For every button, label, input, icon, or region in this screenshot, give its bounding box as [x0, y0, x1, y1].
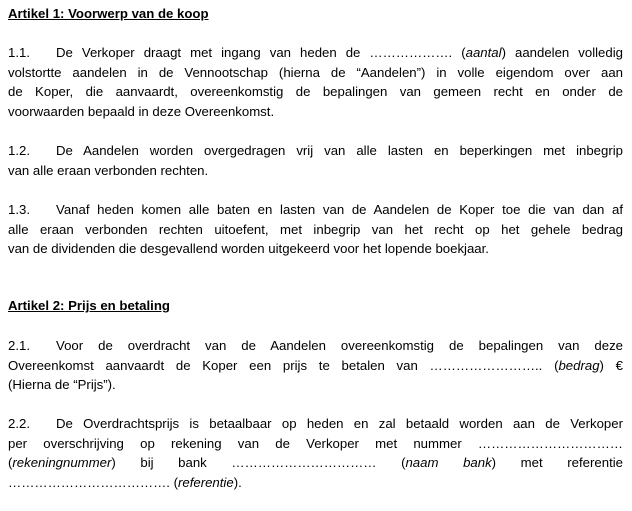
- paragraph-2-1: 2.1. Voor de overdracht van de Aandelen overeenkomstig de bepalingen van deze Overeenkomst aanvaardt de Koper een prijs te betalen van …………………….. (bedrag) € (Hierna de “Prijs”).: [8, 338, 623, 392]
- paragraph-number: 2.2.: [8, 416, 30, 431]
- article-2-heading: Artikel 2: Prijs en betaling: [8, 298, 170, 313]
- paragraph-1-1: 1.1. De Verkoper draagt met ingang van heden de ………………. (aantal) aandelen volledig volstortte aandelen in de Vennootschap (hierna de “Aandelen”) in volle eigendom over aan de Koper, die aanvaardt, overeenkomstig de bepalingen van gemeen recht en onder de voorwaarden bepaald in deze Overeenkomst.: [8, 45, 623, 119]
- paragraph-1-3: 1.3. Vanaf heden komen alle baten en lasten van de Aandelen de Koper toe die van dan af alle eraan verbonden rechten uitoefent, met inbegrip van het recht op het gehele bedrag van de dividenden die desgevallend worden uitgekeerd voor het lopende boekjaar.: [8, 202, 623, 256]
- paragraph-number: 1.3.: [8, 202, 30, 217]
- paragraph-2-2: 2.2. De Overdrachtsprijs is betaalbaar op heden en zal betaald worden aan de Verkoper per overschrijving op rekening van de Verkoper met nummer …………………………… (rekeningnummer) bij bank …………………………… (naam bank) met referentie ………………………………. (referentie).: [8, 416, 623, 490]
- paragraph-number: 2.1.: [8, 338, 30, 353]
- paragraph-number: 1.1.: [8, 45, 30, 60]
- paragraph-1-2: 1.2. De Aandelen worden overgedragen vrij van alle lasten en beperkingen met inbegrip van alle eraan verbonden rechten.: [8, 143, 623, 178]
- paragraph-number: 1.2.: [8, 143, 30, 158]
- article-1-heading: Artikel 1: Voorwerp van de koop: [8, 6, 209, 21]
